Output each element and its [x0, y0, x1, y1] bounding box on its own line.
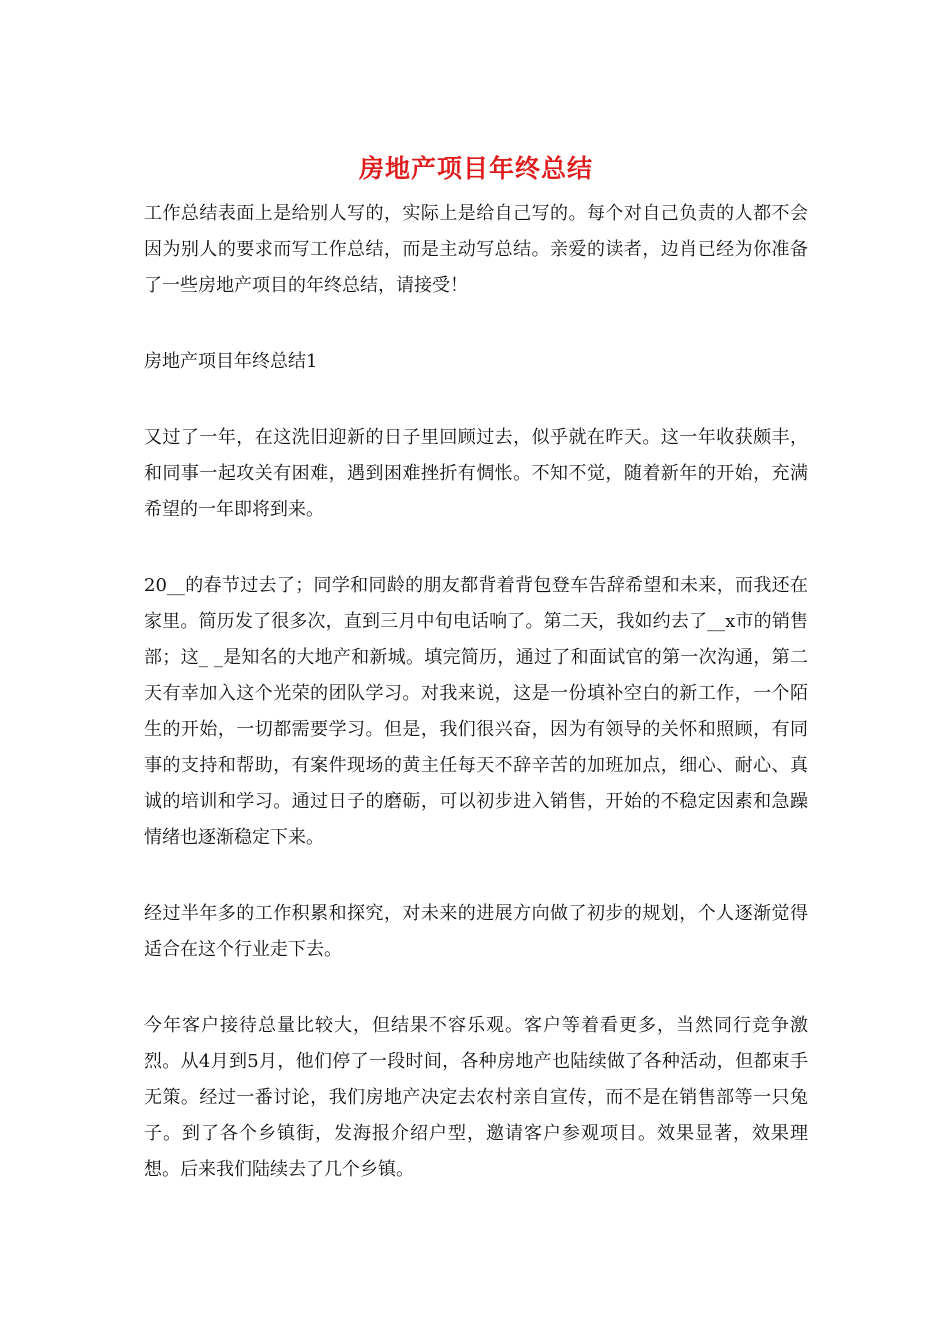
body-paragraph: 又过了一年，在这洗旧迎新的日子里回顾过去，似乎就在昨天。这一年收获颇丰，和同事一起攻关有困难，遇到困难挫折有惆怅。不知不觉，随着新年的开始，充满希望的一年即将到来。: [144, 427, 808, 520]
document-title: 房地产项目年终总结: [358, 154, 593, 183]
body-paragraph: 20__的春节过去了；同学和同龄的朋友都背着背包登车告辞希望和未来，而我还在家里。简历发了很多次，直到三月中旬电话响了。第二天，我如约去了__x市的销售部；这_ _是知名的大地产和新城。填完简历，通过了和面试官的第一次沟通，第二天有幸加入这个光荣的团队学习。对我来说，这是一份填补空白的新工作，一个陌生的开始，一切都需要学习。但是，我们很兴奋，因为有领导的关怀和照顾，有同事的支持和帮助，有案件现场的黄主任每天不辞辛苦的加班加点，细心、耐心、真诚的培训和学习。通过日子的磨砺，可以初步进入销售，开始的不稳定因素和急躁情绪也逐渐稳定下来。: [144, 575, 808, 848]
body-paragraph: 今年客户接待总量比较大，但结果不容乐观。客户等着看更多，当然同行竞争激烈。从4月到5月，他们停了一段时间，各种房地产也陆续做了各种活动，但都束手无策。经过一番讨论，我们房地产决定去农村亲自宣传，而不是在销售部等一只兔子。到了各个乡镇街，发海报介绍户型，邀请客户参观项目。效果显著，效果理想。后来我们陆续去了几个乡镇。: [144, 1015, 808, 1180]
section-heading: 房地产项目年终总结1: [144, 351, 318, 372]
document-body: [144, 150, 808, 1228]
intro-paragraph: 工作总结表面上是给别人写的，实际上是给自己写的。每个对自己负责的人都不会因为别人的要求而写工作总结，而是主动写总结。亲爱的读者，边肖已经为你准备了一些房地产项目的年终总结，请接受！: [144, 203, 808, 296]
body-paragraph: 经过半年多的工作积累和探究，对未来的进展方向做了初步的规划，个人逐渐觉得适合在这个行业走下去。: [144, 903, 808, 960]
